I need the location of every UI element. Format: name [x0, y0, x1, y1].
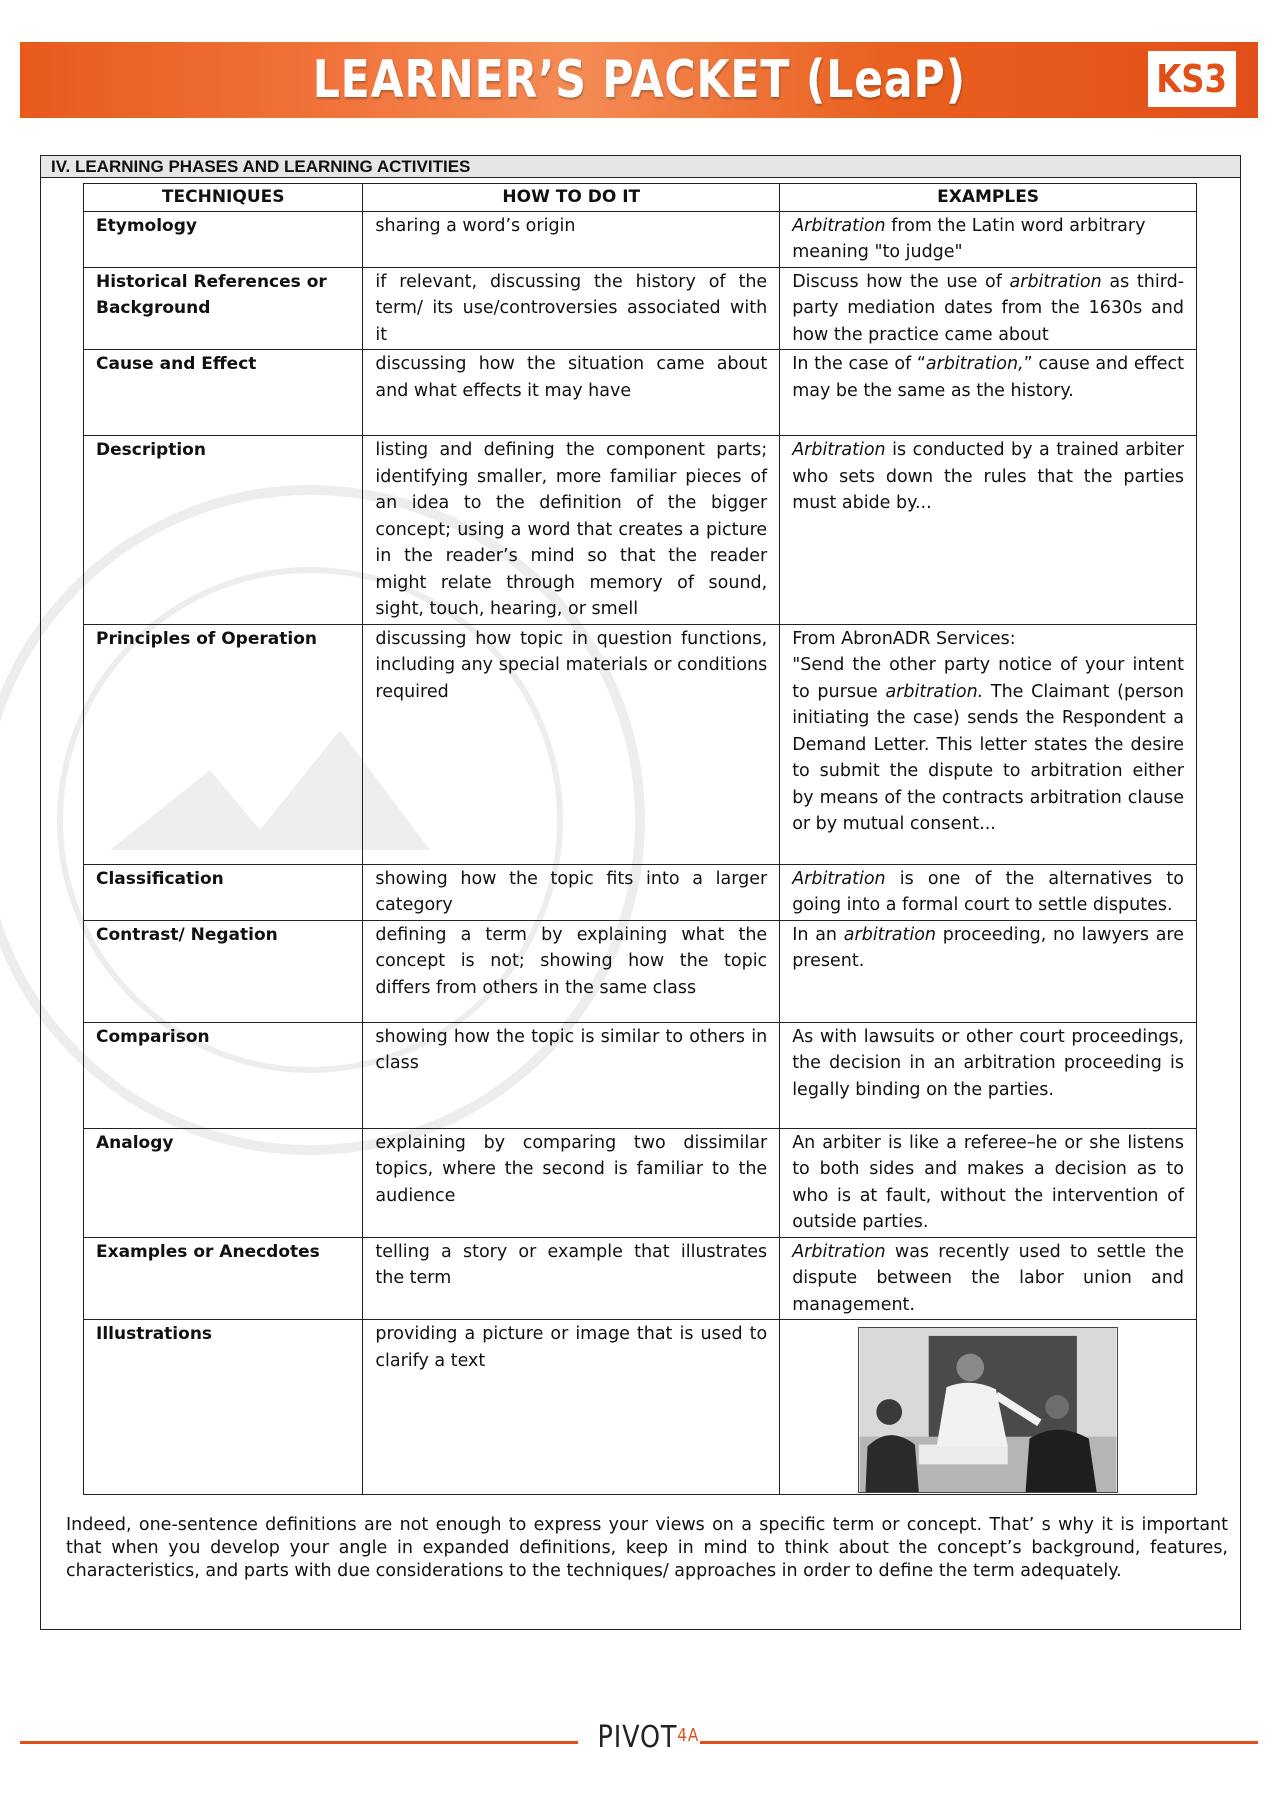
example-italic: Arbitration	[792, 868, 886, 889]
table-row	[84, 1128, 1197, 1237]
footer-rule-right	[700, 1741, 1258, 1744]
example-italic: arbitration,	[925, 354, 1024, 374]
column-header-how: HOW TO DO IT	[363, 184, 780, 212]
how-cell: explaining by comparing two dissimilar topics, where the second is familiar to the audience	[363, 1128, 780, 1237]
how-cell: discussing how topic in question functions, including any special materials or conditions required	[363, 624, 780, 864]
example-italic: Arbitration	[792, 1241, 886, 1262]
how-cell: if relevant, discussing the history of the term/ its use/controversies associated with it	[363, 267, 780, 350]
example-cell	[780, 350, 1197, 436]
column-header-examples: EXAMPLES	[780, 184, 1197, 212]
packet-title: LEARNER’S PACKET (LeaP)	[312, 50, 966, 110]
example-cell	[780, 1320, 1197, 1495]
technique-cell: Comparison	[84, 1022, 363, 1128]
table-row	[84, 864, 1197, 920]
technique-cell: Classification	[84, 864, 363, 920]
example-text: is conducted by a trained arbiter who sets down the rules that the parties must abide by...	[792, 440, 1184, 513]
pivot-logo-text: PIVOT	[597, 1720, 678, 1755]
example-text: In an	[792, 924, 844, 945]
example-text: "Send the other party notice of your intent to pursue	[792, 655, 1184, 702]
table-row	[84, 436, 1197, 625]
technique-cell: Contrast/ Negation	[84, 920, 363, 1022]
meeting-photo-image	[858, 1327, 1118, 1493]
example-text: proceeding, no lawyers are present.	[792, 924, 1184, 971]
example-cell	[780, 624, 1197, 864]
how-cell: listing and defining the component parts; identifying smaller, more familiar pieces of an idea to the definition of the bigger concept; using a word that creates a picture in the reader’s mind so that the reader might relate through memory of sound, sight, touch, hearing, or smell	[363, 436, 780, 625]
example-italic: arbitration.	[885, 681, 984, 702]
example-italic: arbitration	[843, 924, 936, 945]
how-cell: providing a picture or image that is used to clarify a text	[363, 1320, 780, 1495]
table-row	[84, 920, 1197, 1022]
table-row	[84, 624, 1197, 864]
example-cell	[780, 1237, 1197, 1320]
table-row	[84, 1237, 1197, 1320]
technique-cell: Cause and Effect	[84, 350, 363, 436]
learning-phases-section	[40, 155, 1241, 1630]
table-row	[84, 211, 1197, 267]
technique-cell: Analogy	[84, 1128, 363, 1237]
example-italic: arbitration	[1009, 271, 1102, 292]
technique-cell: Description	[84, 436, 363, 625]
example-cell	[780, 920, 1197, 1022]
footer-rule-left	[20, 1741, 578, 1744]
example-cell: As with lawsuits or other court proceedings, the decision in an arbitration proceeding is legally binding on the parties.	[780, 1022, 1197, 1128]
grade-badge	[1148, 51, 1236, 107]
how-cell: defining a term by explaining what the concept is not; showing how the topic differs from others in the same class	[363, 920, 780, 1022]
pivot-logo-accent: 4A	[677, 1725, 700, 1746]
technique-cell: Examples or Anecdotes	[84, 1237, 363, 1320]
technique-cell: Illustrations	[84, 1320, 363, 1495]
pivot-logo	[597, 1720, 700, 1755]
example-italic: Arbitration	[792, 440, 886, 460]
table-row	[84, 267, 1197, 350]
example-italic: Arbitration	[792, 215, 886, 236]
example-text: The Claimant (person initiating the case) sends the Respondent a Demand Letter. This letter states the desire to submit the dispute to arbitration either by means of the contracts arbitration clause or by mutual consent...	[792, 681, 1184, 834]
header-banner	[20, 42, 1258, 118]
how-cell: telling a story or example that illustrates the term	[363, 1237, 780, 1320]
table-row	[84, 1022, 1197, 1128]
technique-cell: Etymology	[84, 211, 363, 267]
example-text: was recently used to settle the dispute between the labor union and management.	[792, 1241, 1184, 1315]
example-text: as third-party mediation dates from the 1630s and how the practice came about	[792, 271, 1185, 345]
technique-cell: Historical References or Background	[84, 267, 363, 350]
column-header-techniques: TECHNIQUES	[84, 184, 363, 212]
example-cell	[780, 436, 1197, 625]
technique-cell: Principles of Operation	[84, 624, 363, 864]
section-title: IV. LEARNING PHASES AND LEARNING ACTIVITIES	[41, 156, 1240, 178]
example-text: from the Latin word arbitrary meaning "to judge"	[792, 215, 1146, 262]
example-text: Discuss how the use of	[792, 271, 1010, 292]
table-row	[84, 350, 1197, 436]
example-text: In the case of “	[792, 354, 926, 374]
example-cell: An arbiter is like a referee–he or she listens to both sides and makes a decision as to who is at fault, without the intervention of outside parties.	[780, 1128, 1197, 1237]
example-cell	[780, 267, 1197, 350]
example-cell	[780, 211, 1197, 267]
example-text: is one of the alternatives to going into a formal court to settle disputes.	[792, 868, 1184, 915]
example-cell	[780, 864, 1197, 920]
table-row	[84, 1320, 1197, 1495]
example-text: ” cause and effect may be the same as the history.	[792, 354, 1184, 401]
how-cell: discussing how the situation came about and what effects it may have	[363, 350, 780, 436]
closing-paragraph: Indeed, one-sentence definitions are not enough to express your views on a specific term or concept. That’ s why it is important that when you develop your angle in expanded definitions, keep in mind to think about the concept’s background, features, characteristics, and parts with due considerations to the techniques/ approaches in order to define the term adequately.	[66, 1515, 1228, 1581]
table-header-row	[84, 184, 1197, 212]
how-cell: sharing a word’s origin	[363, 211, 780, 267]
how-cell: showing how the topic fits into a larger category	[363, 864, 780, 920]
grade-badge-label: KS3	[1156, 57, 1228, 101]
techniques-table	[83, 183, 1197, 1495]
example-source: From AbronADR Services:	[792, 628, 1016, 649]
how-cell: showing how the topic is similar to others in class	[363, 1022, 780, 1128]
